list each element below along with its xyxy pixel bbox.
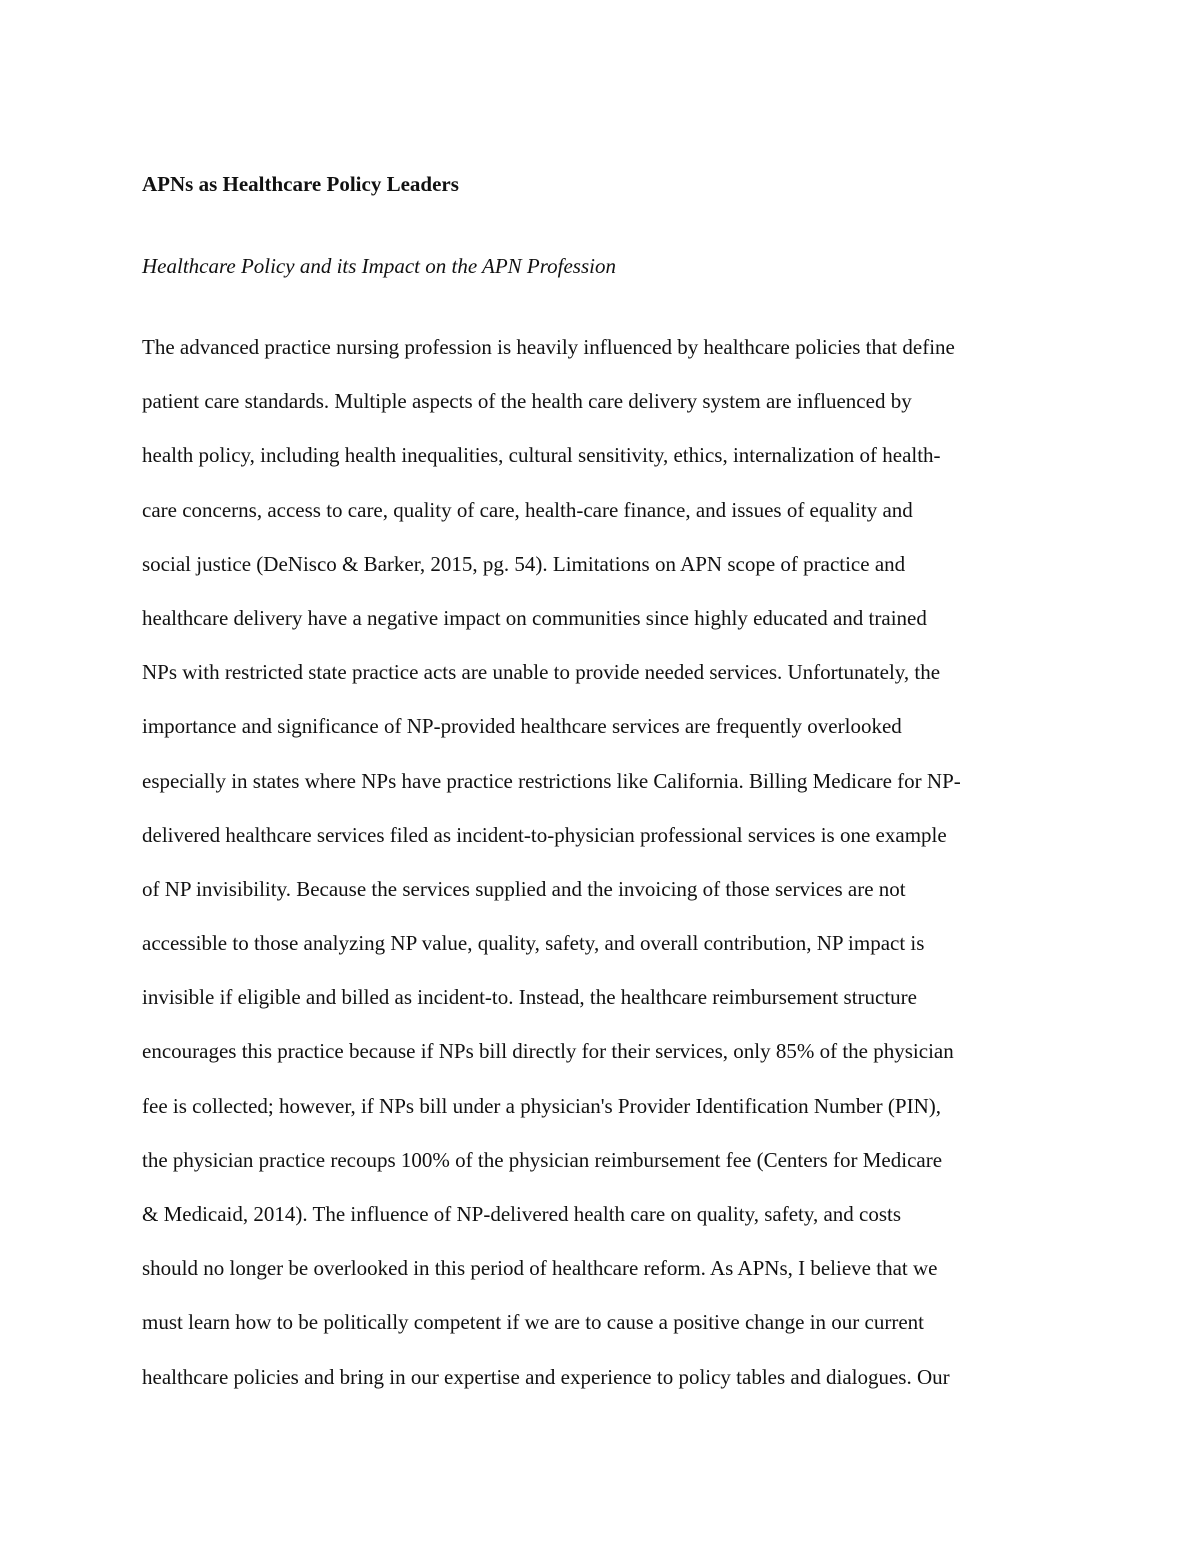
- paragraph-line: NPs with restricted state practice acts are unable to provide needed services. Unfortunately, the: [142, 660, 941, 685]
- paragraph-line: invisible if eligible and billed as incident-to. Instead, the healthcare reimbursement structure: [142, 985, 917, 1010]
- section-heading: Healthcare Policy and its Impact on the APN Profession: [142, 254, 616, 278]
- paragraph-line: should no longer be overlooked in this period of healthcare reform. As APNs, I believe that we: [142, 1256, 938, 1281]
- paragraph-line: care concerns, access to care, quality of care, health-care finance, and issues of equality and: [142, 497, 913, 522]
- paragraph-line: & Medicaid, 2014). The influence of NP-delivered health care on quality, safety, and costs: [142, 1202, 902, 1226]
- paragraph-line: fee is collected; however, if NPs bill under a physician's Provider Identification Number (PIN),: [142, 1093, 941, 1118]
- paragraph-line: The advanced practice nursing profession is heavily influenced by healthcare policies that define: [142, 335, 955, 359]
- paragraph-line: encourages this practice because if NPs bill directly for their services, only 85% of the physician: [142, 1039, 954, 1064]
- document-title: APNs as Healthcare Policy Leaders: [142, 172, 459, 196]
- paragraph-line: must learn how to be politically competent if we are to cause a positive change in our current: [142, 1310, 924, 1335]
- body-paragraph: [142, 331, 1062, 1415]
- paragraph-line: healthcare delivery have a negative impact on communities since highly educated and trained: [142, 605, 927, 630]
- paragraph-line: social justice (DeNisco & Barker, 2015, pg. 54). Limitations on APN scope of practice and: [142, 551, 906, 576]
- paragraph-line: delivered healthcare services filed as incident-to-physician professional services is one example: [142, 822, 947, 847]
- paragraph-line: of NP invisibility. Because the services supplied and the invoicing of those services are not: [142, 876, 906, 901]
- paragraph-line: importance and significance of NP-provided healthcare services are frequently overlooked: [142, 714, 902, 739]
- paragraph-line: patient care standards. Multiple aspects of the health care delivery system are influenced by: [142, 389, 912, 414]
- paragraph-line: health policy, including health inequalities, cultural sensitivity, ethics, internalization of health-: [142, 443, 941, 468]
- paragraph-line: the physician practice recoups 100% of the physician reimbursement fee (Centers for Medicare: [142, 1147, 943, 1172]
- paragraph-line: healthcare policies and bring in our expertise and experience to policy tables and dialogues. Our: [142, 1364, 950, 1389]
- paragraph-line: accessible to those analyzing NP value, quality, safety, and overall contribution, NP impact is: [142, 931, 925, 956]
- paragraph-line: especially in states where NPs have practice restrictions like California. Billing Medicare for NP-: [142, 768, 961, 793]
